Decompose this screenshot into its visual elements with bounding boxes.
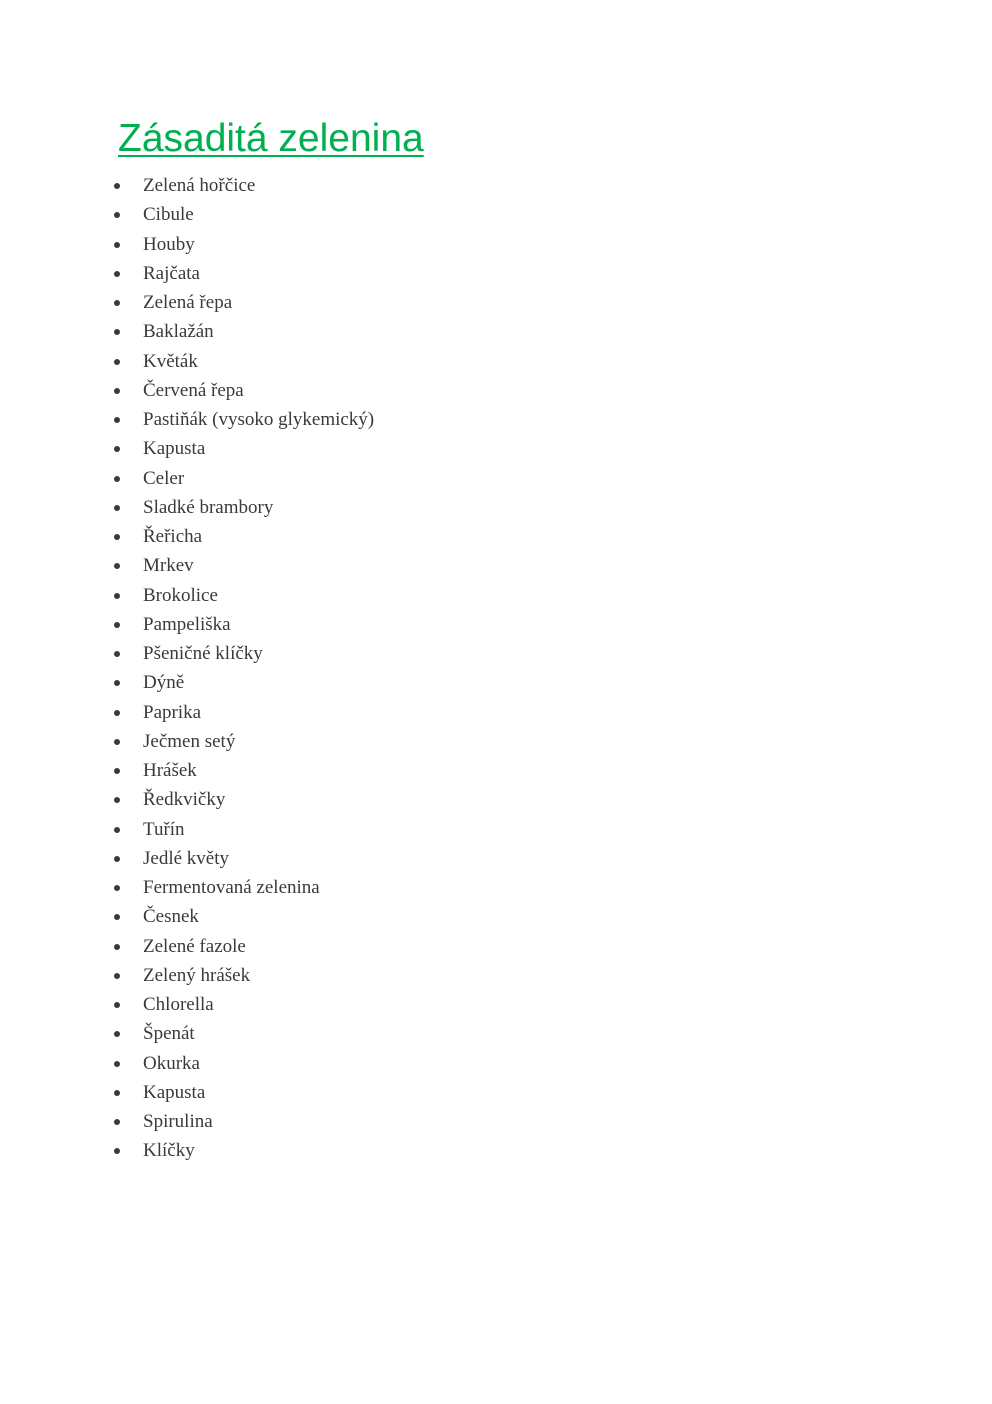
bullet-icon	[114, 476, 120, 482]
list-item-label: Kapusta	[143, 438, 206, 460]
list-item-label: Baklažán	[143, 321, 214, 343]
bullet-icon	[114, 183, 120, 189]
bullet-icon	[114, 1061, 120, 1067]
bullet-icon	[114, 885, 120, 891]
bullet-icon	[114, 768, 120, 774]
list-item-label: Fermentovaná zelenina	[143, 877, 320, 898]
list-item-label: Cibule	[143, 204, 194, 226]
list-item-label: Tuřín	[143, 818, 185, 840]
list-item-label: Květák	[143, 350, 198, 372]
bullet-icon	[114, 417, 120, 423]
bullet-icon	[114, 593, 120, 599]
list-item-label: Jedlé květy	[143, 847, 230, 869]
list-item-label: Ječmen setý	[143, 730, 236, 752]
bullet-icon	[114, 212, 120, 218]
list-item-label: Pšeničné klíčky	[143, 643, 263, 664]
list-item-label: Špenát	[143, 1023, 195, 1045]
bullet-icon	[114, 388, 120, 394]
list-item-label: Okurka	[143, 1052, 200, 1074]
bullet-icon	[114, 1148, 120, 1154]
list-item-label: Klíčky	[143, 1140, 195, 1162]
list-item-label: Česnek	[143, 906, 199, 928]
bullet-icon	[114, 827, 120, 833]
bullet-icon	[114, 271, 120, 277]
bullet-icon	[114, 1031, 120, 1037]
list-item-label: Dýně	[143, 672, 185, 694]
bullet-icon	[114, 1119, 120, 1125]
bullet-icon	[114, 680, 120, 686]
bullet-icon	[114, 242, 120, 248]
document-title: Zásaditá zelenina	[118, 117, 424, 160]
bullet-icon	[114, 446, 120, 452]
bullet-icon	[114, 914, 120, 920]
list-item-label: Řeřicha	[143, 526, 203, 547]
bullet-icon	[114, 797, 120, 803]
bullet-icon	[114, 710, 120, 716]
list-item-label: Spirulina	[143, 1111, 213, 1132]
list-item-label: Zelený hrášek	[143, 964, 251, 986]
list-item-label: Rajčata	[143, 262, 200, 284]
list-item-label: Mrkev	[143, 555, 194, 577]
bullet-icon	[114, 359, 120, 365]
list-item-label: Červená řepa	[143, 379, 244, 401]
list-item-label: Paprika	[143, 701, 202, 723]
list-item-label: Sladké brambory	[143, 496, 274, 518]
list-item-label: Zelená řepa	[143, 292, 233, 313]
bullet-icon	[114, 534, 120, 540]
list-item-label: Ředkvičky	[143, 789, 226, 811]
bullet-icon	[114, 651, 120, 657]
bullet-icon	[114, 300, 120, 306]
bullet-icon	[114, 973, 120, 979]
list-item-label: Houby	[143, 233, 195, 255]
list-item-label: Pampeliška	[143, 613, 231, 635]
list-item-label: Hrášek	[143, 760, 197, 781]
list-item-label: Kapusta	[143, 1081, 206, 1103]
list-item-label: Zelené fazole	[143, 935, 246, 957]
bullet-icon	[114, 329, 120, 335]
bullet-icon	[114, 563, 120, 569]
bullet-icon	[114, 622, 120, 628]
bullet-icon	[114, 856, 120, 862]
bullet-icon	[114, 739, 120, 745]
bullet-icon	[114, 1090, 120, 1096]
list-item-label: Brokolice	[143, 584, 218, 606]
bullet-icon	[114, 944, 120, 950]
bullet-icon	[114, 505, 120, 511]
bullet-icon	[114, 1002, 120, 1008]
list-item-label: Celer	[143, 467, 185, 489]
list-item-label: Zelená hořčice	[143, 175, 256, 196]
list-item-label: Pastiňák (vysoko glykemický)	[143, 409, 375, 430]
list-item-label: Chlorella	[143, 994, 214, 1015]
